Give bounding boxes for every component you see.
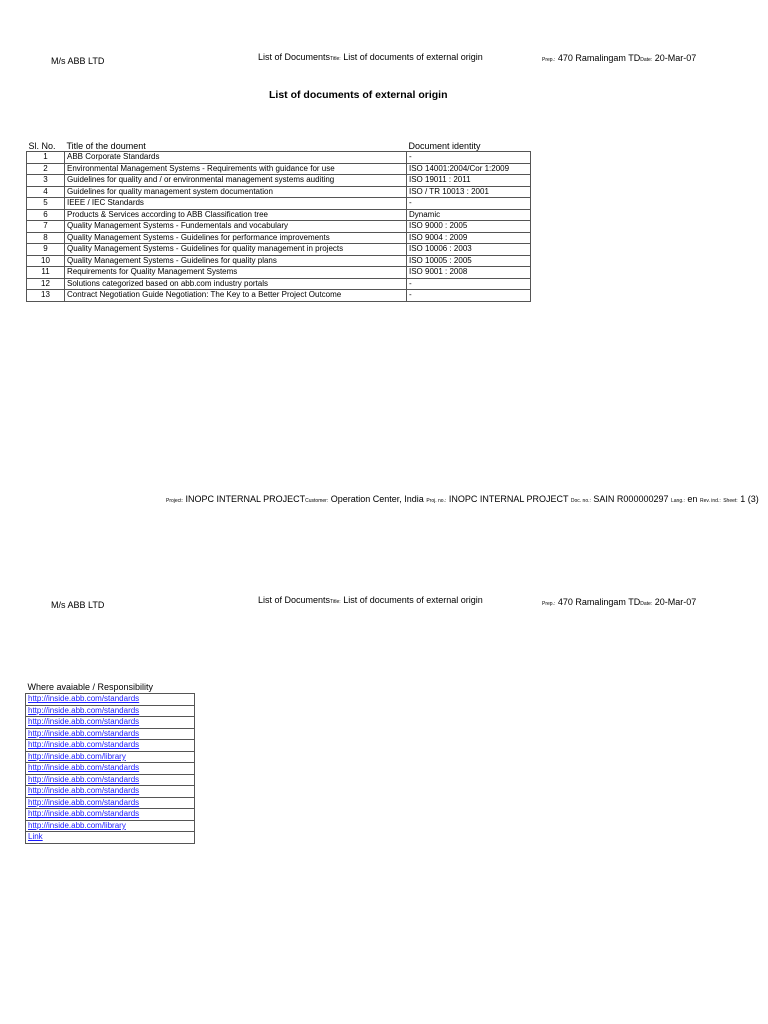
reference-link[interactable]: http://inside.abb.com/standards [28, 809, 140, 819]
reference-link[interactable]: http://inside.abb.com/standards [28, 786, 140, 796]
reference-link[interactable]: http://inside.abb.com/standards [28, 694, 140, 704]
cell-title: IEEE / IEC Standards [65, 198, 407, 210]
table-row [27, 186, 531, 198]
table-row [27, 163, 531, 175]
cell-identity: ISO 10005 : 2005 [407, 255, 531, 267]
link-cell [26, 797, 195, 809]
list-item [26, 763, 195, 775]
cell-title: Quality Management Systems - Fundementals and vocabulary [65, 221, 407, 233]
link-cell [26, 820, 195, 832]
doc-name: List of Documents [258, 52, 331, 62]
docno-label: Doc. no.: [570, 498, 591, 504]
cell-title: Quality Management Systems - Guidelines for quality plans [65, 255, 407, 267]
reference-link[interactable]: http://inside.abb.com/standards [28, 717, 140, 727]
cell-title: Guidelines for quality management system documentation [65, 186, 407, 198]
project-value: INOPC INTERNAL PROJECT [185, 494, 306, 504]
cell-sl-no: 13 [27, 290, 65, 302]
title-label: Title: [330, 56, 341, 62]
table-row [27, 255, 531, 267]
company-name: M/s ABB LTD [51, 56, 105, 66]
title-label: Title: [330, 599, 341, 605]
prep-value: 470 Ramalingam TD [557, 597, 641, 607]
list-item [26, 774, 195, 786]
date-label: Date: [640, 57, 653, 63]
reference-link[interactable]: http://inside.abb.com/standards [28, 705, 140, 715]
reference-link[interactable]: http://inside.abb.com/library [28, 751, 126, 761]
link-cell [26, 751, 195, 763]
cell-title: Quality Management Systems - Guidelines for performance improvements [65, 232, 407, 244]
doc-name: List of Documents [258, 595, 331, 605]
link-cell [26, 809, 195, 821]
cell-sl-no: 6 [27, 209, 65, 221]
customer-value: Operation Center, India [330, 494, 424, 504]
list-item [26, 740, 195, 752]
reference-link[interactable]: http://inside.abb.com/standards [28, 797, 140, 807]
documents-table [26, 140, 531, 302]
cell-title: ABB Corporate Standards [65, 152, 407, 164]
cell-identity: - [407, 198, 531, 210]
links-header: Where avaiable / Responsibility [27, 682, 154, 692]
list-item [26, 786, 195, 798]
table-row [27, 152, 531, 164]
prep-label: Prep.: [542, 601, 556, 607]
column-header-sl-no: Sl. No. [28, 140, 56, 151]
table-row [27, 198, 531, 210]
cell-title: Solutions categorized based on abb.com industry portals [65, 278, 407, 290]
list-item [26, 728, 195, 740]
cell-sl-no: 1 [27, 152, 65, 164]
cell-identity: ISO 14001:2004/Cor 1:2009 [407, 163, 531, 175]
cell-sl-no: 9 [27, 244, 65, 256]
title-value: List of documents of external origin [343, 52, 483, 62]
projno-value: INOPC INTERNAL PROJECT [448, 494, 569, 504]
doc-header-title [258, 52, 483, 62]
company-name-page2: M/s ABB LTD [51, 600, 105, 610]
lang-value: en [687, 494, 698, 504]
list-item [26, 694, 195, 706]
link-cell [26, 705, 195, 717]
cell-identity: - [407, 152, 531, 164]
link-cell [26, 728, 195, 740]
date-value: 20-Mar-07 [654, 597, 697, 607]
cell-title: Quality Management Systems - Guidelines for quality management in projects [65, 244, 407, 256]
cell-identity: ISO 9000 : 2005 [407, 221, 531, 233]
cell-title: Guidelines for quality and / or environmental management systems auditing [65, 175, 407, 187]
link-cell [26, 740, 195, 752]
cell-sl-no: 11 [27, 267, 65, 279]
cell-title: Contract Negotiation Guide Negotiation: The Key to a Better Project Outcome [65, 290, 407, 302]
docno-value: SAIN R000000297 [593, 494, 669, 504]
table-row [27, 232, 531, 244]
column-header-identity: Document identity [408, 140, 481, 151]
link-cell [26, 786, 195, 798]
date-value: 20-Mar-07 [654, 53, 697, 63]
cell-identity: - [407, 290, 531, 302]
prep-info-page2 [542, 597, 696, 607]
link-cell [26, 717, 195, 729]
list-item [26, 705, 195, 717]
list-item [26, 797, 195, 809]
list-item [26, 751, 195, 763]
table-row [27, 290, 531, 302]
cell-identity: ISO / TR 10013 : 2001 [407, 186, 531, 198]
prep-value: 470 Ramalingam TD [557, 53, 641, 63]
cell-sl-no: 12 [27, 278, 65, 290]
link-cell [26, 763, 195, 775]
reference-link[interactable]: http://inside.abb.com/standards [28, 763, 140, 773]
page-footer [166, 494, 759, 504]
prep-label: Prep.: [542, 57, 556, 63]
reference-link[interactable]: http://inside.abb.com/standards [28, 774, 140, 784]
cell-sl-no: 3 [27, 175, 65, 187]
customer-label: Customer: [305, 498, 329, 504]
cell-sl-no: 7 [27, 221, 65, 233]
projno-label: Proj. no.: [426, 498, 447, 504]
page-title: List of documents of external origin [269, 89, 448, 101]
cell-identity: - [407, 278, 531, 290]
cell-identity: ISO 19011 : 2011 [407, 175, 531, 187]
link-cell [26, 832, 195, 844]
table-row [27, 244, 531, 256]
table-row [27, 221, 531, 233]
table-row [27, 278, 531, 290]
link-cell [26, 694, 195, 706]
sheet-label: Sheet: [723, 498, 738, 504]
sheet-value: 1 (3) [740, 494, 759, 504]
cell-identity: ISO 9001 : 2008 [407, 267, 531, 279]
cell-sl-no: 4 [27, 186, 65, 198]
link-cell [26, 774, 195, 786]
list-item [26, 820, 195, 832]
reference-link[interactable]: Link [28, 832, 43, 842]
reference-link[interactable]: http://inside.abb.com/standards [28, 728, 140, 738]
lang-label: Lang.: [671, 498, 685, 504]
cell-sl-no: 10 [27, 255, 65, 267]
column-header-title: Title of the doument [66, 140, 146, 151]
list-item [26, 832, 195, 844]
doc-header-title-page2 [258, 595, 483, 605]
list-item [26, 717, 195, 729]
table-row [27, 175, 531, 187]
cell-title: Products & Services according to ABB Classification tree [65, 209, 407, 221]
cell-sl-no: 2 [27, 163, 65, 175]
cell-identity: ISO 10006 : 2003 [407, 244, 531, 256]
table-header-row [27, 140, 531, 152]
cell-title: Environmental Management Systems - Requirements with guidance for use [65, 163, 407, 175]
project-label: Project: [166, 498, 183, 504]
links-header-row [26, 681, 195, 694]
title-value: List of documents of external origin [343, 595, 483, 605]
table-row [27, 209, 531, 221]
reference-link[interactable]: http://inside.abb.com/standards [28, 740, 140, 750]
reference-link[interactable]: http://inside.abb.com/library [28, 820, 126, 830]
cell-identity: ISO 9004 : 2009 [407, 232, 531, 244]
rev-label: Rev. ind.: [699, 498, 721, 504]
cell-identity: Dynamic [407, 209, 531, 221]
cell-title: Requirements for Quality Management Systems [65, 267, 407, 279]
table-row [27, 267, 531, 279]
list-item [26, 809, 195, 821]
cell-sl-no: 5 [27, 198, 65, 210]
links-table [25, 681, 195, 844]
prep-info [542, 53, 696, 63]
cell-sl-no: 8 [27, 232, 65, 244]
date-label: Date: [640, 601, 653, 607]
